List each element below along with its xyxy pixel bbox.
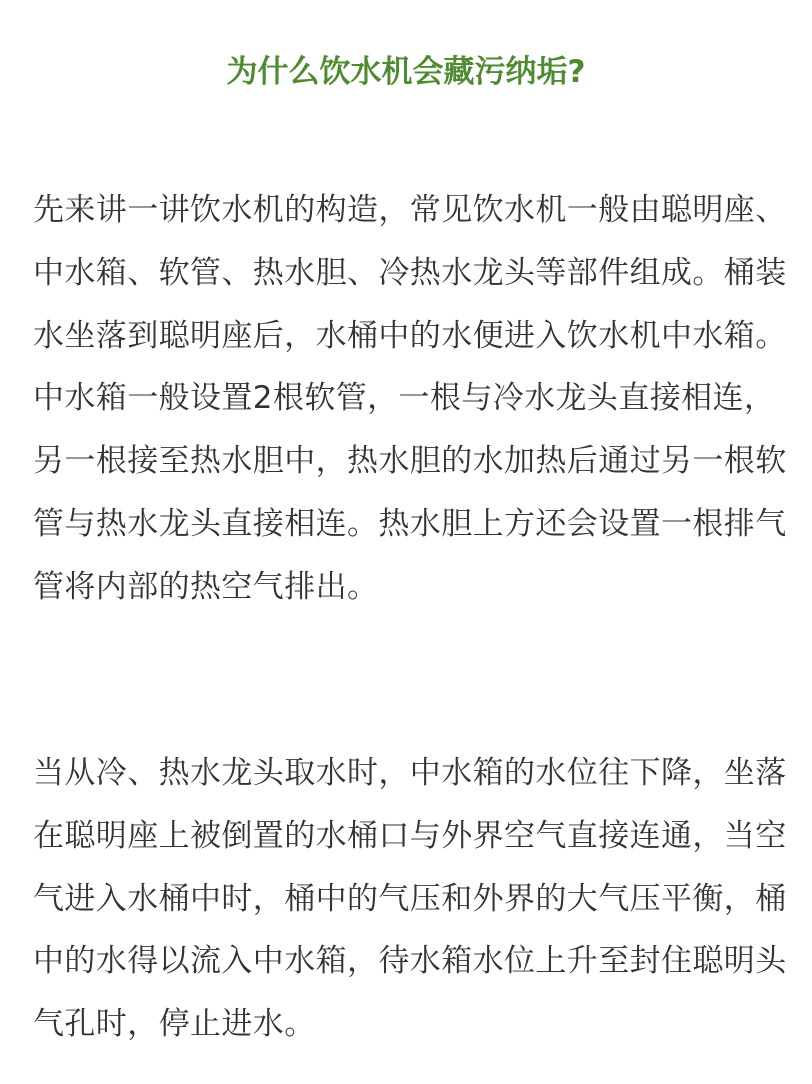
paragraph-water-flow [33, 742, 787, 1056]
article-title: 为什么饮水机会藏污纳垢? [226, 54, 586, 90]
paragraph-line: 水坐落到聪明座后，水桶中的水便进入饮水机中水箱。 [33, 317, 787, 354]
paragraph-line: 气进入水桶中时，桶中的气压和外界的大气压平衡，桶 [33, 880, 787, 917]
paragraph-line: 中水箱一般设置2根软管，一根与冷水龙头直接相连， [33, 380, 776, 417]
paragraph-line: 当从冷、热水龙头取水时，中水箱的水位往下降，坐落 [33, 755, 787, 791]
paragraph-line: 中水箱、软管、热水胆、冷热水龙头等部件组成。桶装 [33, 254, 787, 291]
paragraph-line: 气孔时，停止进水。 [33, 1006, 316, 1043]
paragraph-line: 另一根接至热水胆中，热水胆的水加热后通过另一根软 [33, 443, 787, 480]
paragraph-structure [33, 179, 787, 619]
paragraph-line: 管将内部的热空气排出。 [33, 568, 379, 605]
paragraph-line: 管与热水龙头直接相连。热水胆上方还会设置一根排气 [33, 505, 787, 542]
paragraph-line: 中的水得以流入中水箱，待水箱水位上升至封住聪明头 [33, 943, 787, 980]
paragraph-line: 在聪明座上被倒置的水桶口与外界空气直接连通，当空 [33, 817, 787, 854]
paragraph-line: 先来讲一讲饮水机的构造，常见饮水机一般由聪明座、 [33, 192, 787, 228]
